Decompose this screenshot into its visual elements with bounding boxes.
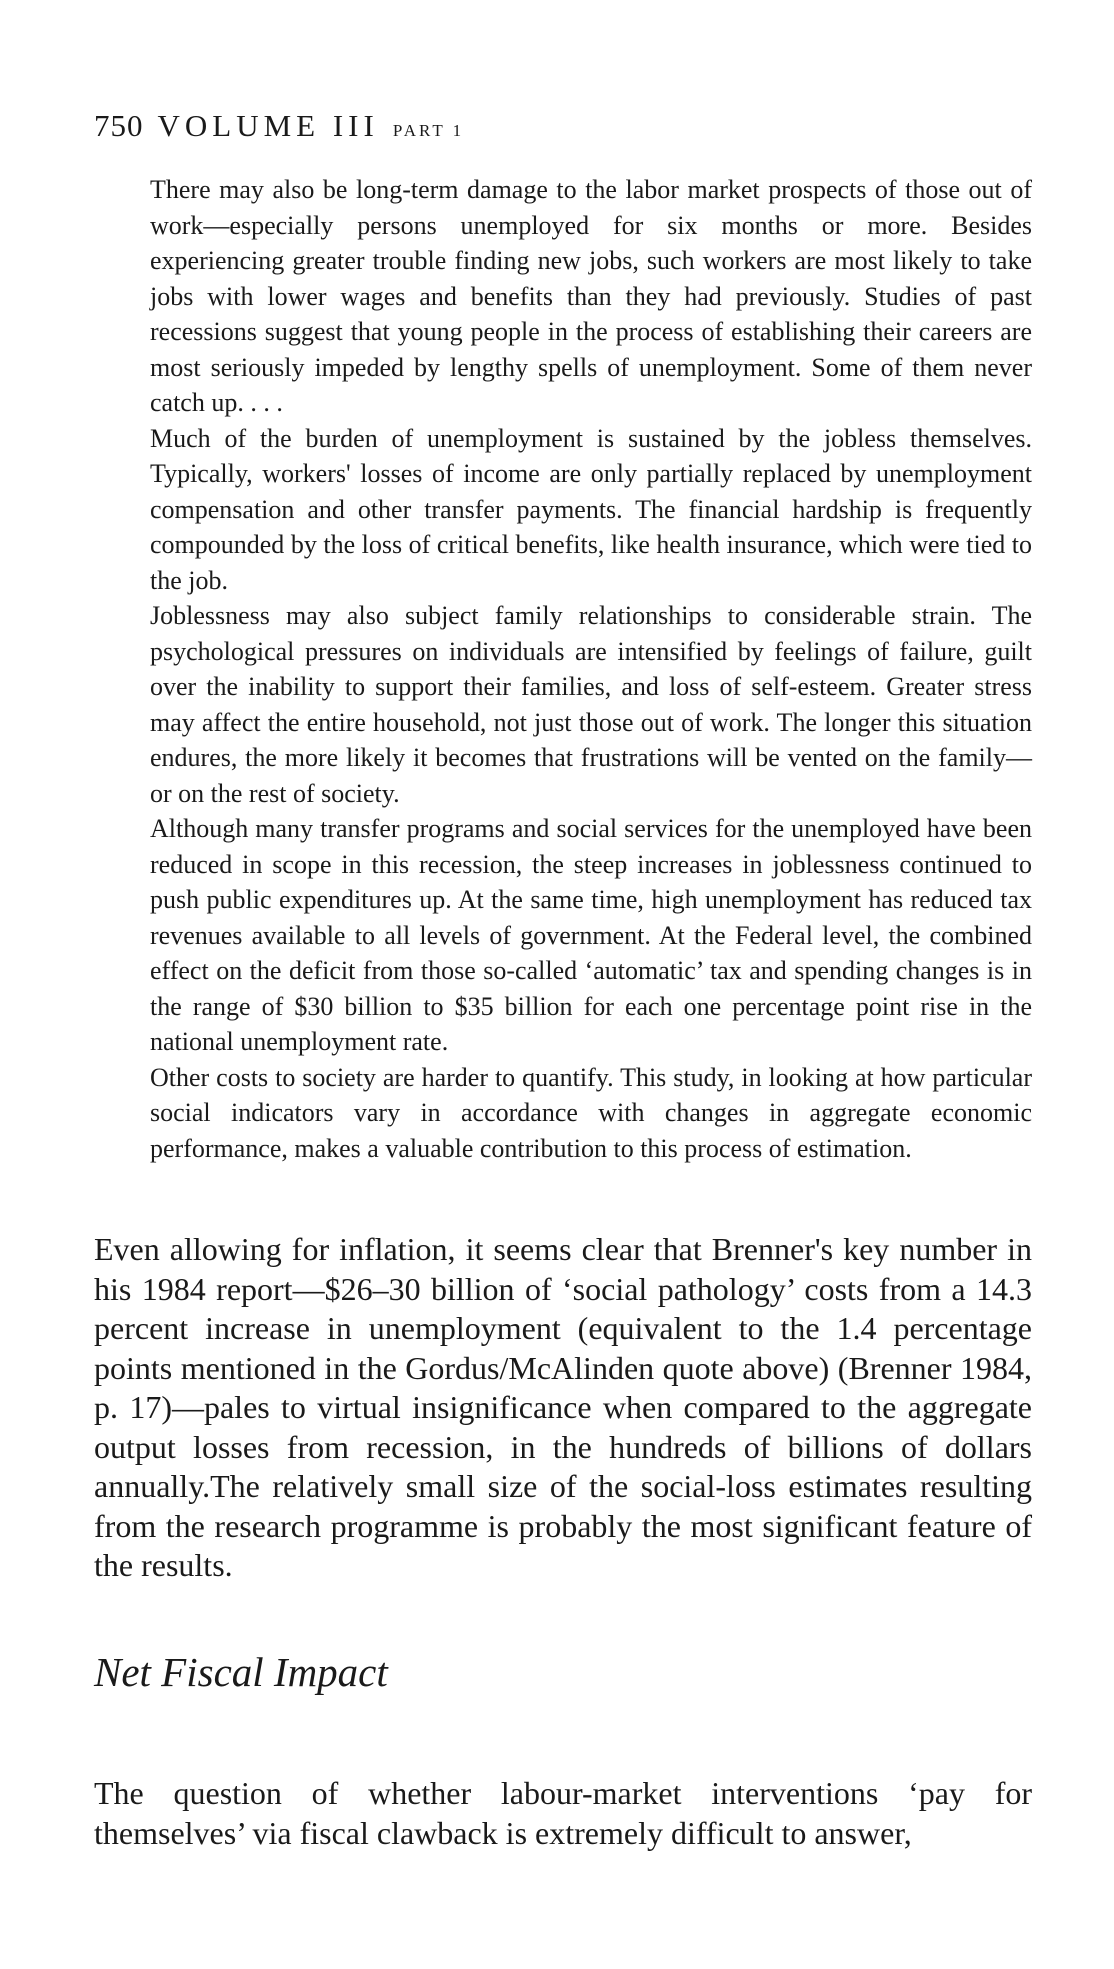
quote-paragraph-4: Although many transfer programs and social services for the unemployed have been reduced in scope in this recession, the steep increases in joblessness continued to push public expenditures up. At the same time, high unemployment has reduced tax revenues available to all levels of government. At the Federal level, the combined effect on the deficit from those so-called ‘automatic’ tax and spending changes is in the range of $30 billion to $35 billion for each one percentage point rise in the national unemployment rate. — [150, 814, 1032, 1056]
quote-paragraph-5: Other costs to society are harder to quantify. This study, in looking at how particular social indicators vary in accordance with changes in aggregate economic performance, makes a valuable contribution to this process of estimation. — [150, 1062, 1032, 1163]
block-quote — [150, 172, 1032, 1166]
body-paragraph-text: The question of whether labour-market interventions ‘pay for themselves’ via fiscal clawback is extremely difficult to answer, — [94, 1775, 1032, 1851]
running-head — [94, 108, 464, 144]
quote-paragraph-2: Much of the burden of unemployment is sustained by the jobless themselves. Typically, workers' losses of income are only partially replaced by unemployment compensation and other transfer payments. The financial hardship is frequently compounded by the loss of critical benefits, like health insurance, which were tied to the job. — [150, 423, 1032, 595]
quote-paragraph-1: There may also be long-term damage to the labor market prospects of those out of work—especially persons unemployed for six months or more. Besides experiencing greater trouble finding new jobs, such workers are most likely to take jobs with lower wages and benefits than they had previously. Studies of past recessions suggest that young people in the process of establishing their careers are most seriously impeded by lengthy spells of unemployment. Some of them never catch up. . . . — [150, 175, 1032, 417]
body-paragraph-fiscal — [94, 1774, 1032, 1853]
quote-paragraph-3: Joblessness may also subject family relationships to considerable strain. The psychological pressures on individuals are intensified by feelings of failure, guilt over the inability to support their families, and loss of self-esteem. Greater stress may affect the entire household, not just those out of work. The longer this situation endures, the more likely it becomes that frustrations will be vented on the family—or on the rest of society. — [150, 601, 1032, 808]
part-label: PART 1 — [392, 121, 465, 140]
page-number: 750 — [94, 108, 144, 143]
body-paragraph-text: Even allowing for inflation, it seems clear that Brenner's key number in his 1984 report—$26–30 billion of ‘social pathology’ costs from a 14.3 percent increase in unemployment (equivalent to the 1.4 percentage points mentioned in the Gordus/McAlinden quote above) (Brenner 1984, p. 17)—pales to virtual insignificance when compared to the aggregate output losses from recession, in the hundreds of billions of dollars annually.The relatively small size of the social-loss estimates resulting from the research programme is probably the most significant feature of the results. — [94, 1231, 1032, 1583]
section-heading: Net Fiscal Impact — [94, 1649, 388, 1695]
volume-label: VOLUME III — [157, 108, 379, 143]
body-paragraph-brenner — [94, 1230, 1032, 1586]
